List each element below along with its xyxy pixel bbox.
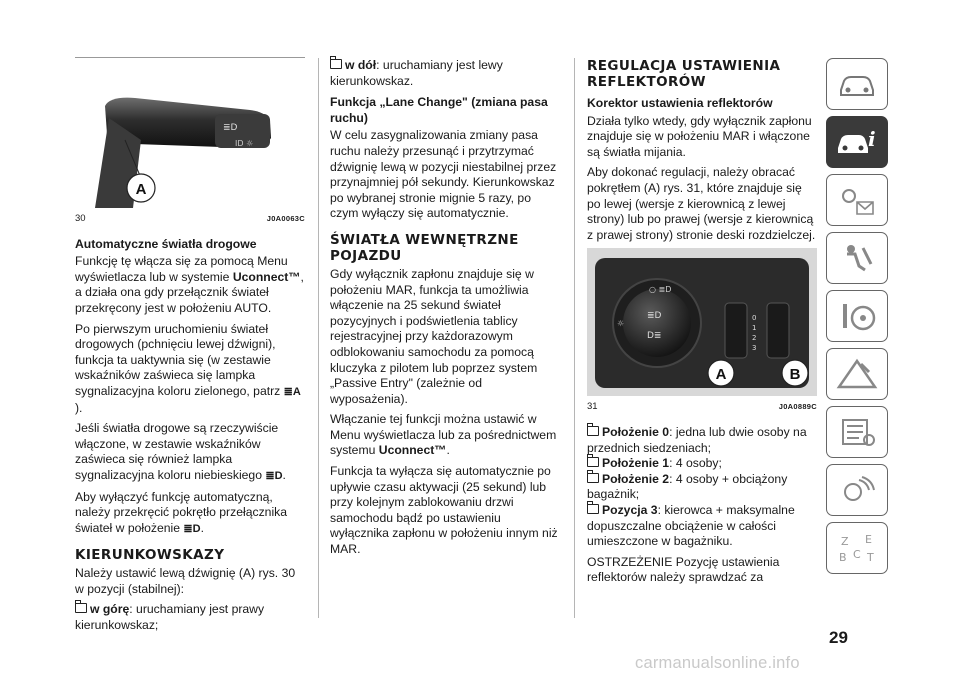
- paragraph-interior-3: Funkcja ta wyłącza się automatycznie po upływie czasu aktywacji (25 sekund) lub przy kolejnym zablokowaniu drzwi samochodu bądź po ustawieniu wyłącznika zapłonu w położeniu innym niż MAR.: [330, 464, 558, 557]
- svg-text:○ ≣D: ○ ≣D: [649, 285, 672, 295]
- position-0: Położenie 0: jedna lub dwie osoby na przednich siedzeniach;: [587, 424, 807, 455]
- figure-number: 31: [587, 401, 598, 413]
- column-2: [330, 58, 560, 563]
- warning-paragraph: OSTRZEŻENIE Pozycję ustawienia reflektorów należy sprawdzać za: [587, 554, 780, 585]
- figure-31-caption: [587, 399, 817, 415]
- figure-code: J0A0889C: [778, 402, 817, 412]
- figure-31-light-switch: [587, 248, 817, 396]
- svg-text:C: C: [853, 548, 861, 561]
- tab-car-icon[interactable]: [826, 58, 888, 110]
- paragraph-2: Po pierwszym uruchomieniu świateł drogowych (pchnięciu lewej dźwigni), funkcja ta uaktywnia się (w zestawie wskaźników zaświeca się lampka sygnalizacyjna koloru zielonego, patrz ≣A).: [75, 321, 301, 415]
- airbag-seat-icon: [835, 242, 879, 274]
- svg-text:D≣: D≣: [647, 331, 662, 342]
- svg-text:3: 3: [752, 344, 757, 353]
- bullet-icon: [587, 504, 599, 514]
- bullet-icon: [587, 473, 599, 483]
- service-icon: [835, 416, 879, 448]
- bullet-icon: [330, 59, 342, 69]
- svg-text:1: 1: [752, 324, 757, 333]
- paragraph-1: Funkcję tę włącza się za pomocą Menu wyświetlacza lub w systemie Uconnect™, a działa ona gdy przełącznik świateł przekręcony jest w położeniu AUTO.: [75, 254, 304, 315]
- bullet-up: w górę: uruchamiany jest prawy kierunkowskaz;: [75, 602, 265, 633]
- subheading-lane-change: Funkcja „Lane Change" (zmiana pasa ruchu): [330, 95, 548, 125]
- car-icon: [835, 68, 879, 100]
- bullet-down: w dół: uruchamiany jest lewy kierunkowskaz.: [330, 58, 503, 88]
- tab-breakdown-icon[interactable]: [826, 348, 888, 400]
- svg-text:0: 0: [752, 314, 757, 323]
- figure-code: J0A0063C: [266, 214, 305, 223]
- figure-30-caption: [75, 211, 305, 227]
- subheading-headlight-corrector: Korektor ustawienia reflektorów: [587, 96, 773, 110]
- car-info-icon: [835, 126, 879, 158]
- bullet-icon: [587, 426, 599, 436]
- svg-text:T: T: [867, 551, 874, 564]
- tab-car-info-icon[interactable]: [826, 116, 888, 168]
- column-divider-2: [574, 58, 575, 618]
- turn-signal-stalk-illustration: [75, 58, 305, 208]
- breakdown-icon: [835, 358, 879, 390]
- position-2: Położenie 2: 4 osoby + obciążony bagażnik;: [587, 471, 788, 502]
- svg-text:Z: Z: [841, 535, 849, 548]
- bullet-icon: [587, 457, 599, 467]
- paragraph-4: Aby wyłączyć funkcję automatyczną, należy przekręcić pokrętło przełącznika świateł w położenie ≣D.: [75, 490, 305, 538]
- svg-text:B: B: [839, 551, 847, 564]
- auto-high-beam-indicator-icon: ≣A: [283, 385, 301, 398]
- figure-30-stalk: [75, 58, 305, 208]
- watermark: carmanualsonline.info: [635, 654, 800, 672]
- svg-text:2: 2: [752, 334, 757, 343]
- column-divider-1: [318, 58, 319, 618]
- callout-a: A: [135, 181, 147, 198]
- paragraph-corrector-2: Aby dokonać regulacji, należy obracać pokrętłem (A) rys. 31, które znajduje się po lewej (wersje z kierownicą z lewej strony) lub po prawej (wersje z kierownicą z prawej strony) stronie deski rozdzielczej.: [587, 165, 816, 242]
- high-beam-indicator-icon: ≣D: [265, 469, 283, 482]
- svg-text:E: E: [865, 533, 872, 546]
- paragraph-interior-2: Włączanie tej funkcji można ustawić w Menu wyświetlacza lub za pośrednictwem systemu Uconnect™.: [330, 412, 557, 458]
- heading-direction-indicators: KIERUNKOWSKAZY: [75, 547, 225, 564]
- figure-number: 30: [75, 213, 86, 224]
- heading-headlight-alignment: REGULACJA USTAWIENIA REFLEKTORÓW: [587, 58, 781, 90]
- tab-steering-wheel-icon[interactable]: [826, 290, 888, 342]
- steering-wheel-icon: [835, 300, 879, 332]
- column-3: [587, 58, 817, 591]
- tab-airbag-seat-icon[interactable]: [826, 232, 888, 284]
- position-3: Pozycja 3: kierowca + maksymalne dopuszczalne obciążenie w całości umieszczone w bagażniku.: [587, 502, 795, 549]
- tab-multimedia-icon[interactable]: [826, 464, 888, 516]
- paragraph-interior-1: Gdy wyłącznik zapłonu znajduje się w położeniu MAR, funkcja ta umożliwia włączenie na 25 sekund świateł pozycyjnych i podświetlenia tablicy rejestracyjnej przy każdorazowym odblokowaniu samochodu za pomocą kluczyka z pilotem lub poprzez system „Passive Entry" (zależnie od wyposażenia).: [330, 266, 538, 406]
- bullet-icon: [75, 603, 87, 613]
- svg-text:☼: ☼: [617, 319, 625, 329]
- page-number: 29: [829, 628, 848, 647]
- svg-text:≣D: ≣D: [223, 123, 238, 133]
- position-1: Położenie 1: 4 osoby;: [587, 456, 817, 472]
- index-icon: [835, 532, 879, 564]
- low-beam-indicator-icon: ≣D: [183, 522, 201, 535]
- subheading-auto-high-beam: Automatyczne światła drogowe: [75, 236, 257, 251]
- svg-text:i: i: [868, 127, 876, 151]
- paragraph-3: Jeśli światła drogowe są rzeczywiście włączone, w zestawie wskaźników zaświeca się również lampka sygnalizacyjna koloru niebieskiego ≣D.: [75, 421, 305, 484]
- callout-b: B: [789, 366, 801, 384]
- paragraph-lane-change: W celu zasygnalizowania zmiany pasa ruchu należy przesunąć i przytrzymać dźwignię lewą w pozycji niestabilnej przez przynajmniej pół sekundy. Kierunkowskaz po wybranej stronie mignie 5 razy, po czym wyłączy się automatycznie.: [330, 128, 557, 221]
- warning-lights-icon: [835, 184, 879, 216]
- svg-text:ID ☼: ID ☼: [235, 139, 254, 148]
- svg-text:≣D: ≣D: [647, 311, 662, 322]
- tab-service-icon[interactable]: [826, 406, 888, 458]
- tab-index-icon[interactable]: [826, 522, 888, 574]
- callout-a: A: [715, 366, 727, 384]
- multimedia-icon: [835, 474, 879, 506]
- light-switch-panel-illustration: [587, 248, 817, 396]
- tab-warning-lights-icon[interactable]: [826, 174, 888, 226]
- paragraph-corrector-1: Działa tylko wtedy, gdy wyłącznik zapłonu znajduje się w położeniu MAR i włączone są światła mijania.: [587, 113, 812, 159]
- column-1: [75, 58, 305, 639]
- paragraph-5: Należy ustawić lewą dźwignię (A) rys. 30 w pozycji (stabilnej):: [75, 566, 296, 596]
- chapter-tabs: [826, 58, 888, 580]
- heading-interior-lights: ŚWIATŁA WEWNĘTRZNE POJAZDU: [330, 231, 519, 264]
